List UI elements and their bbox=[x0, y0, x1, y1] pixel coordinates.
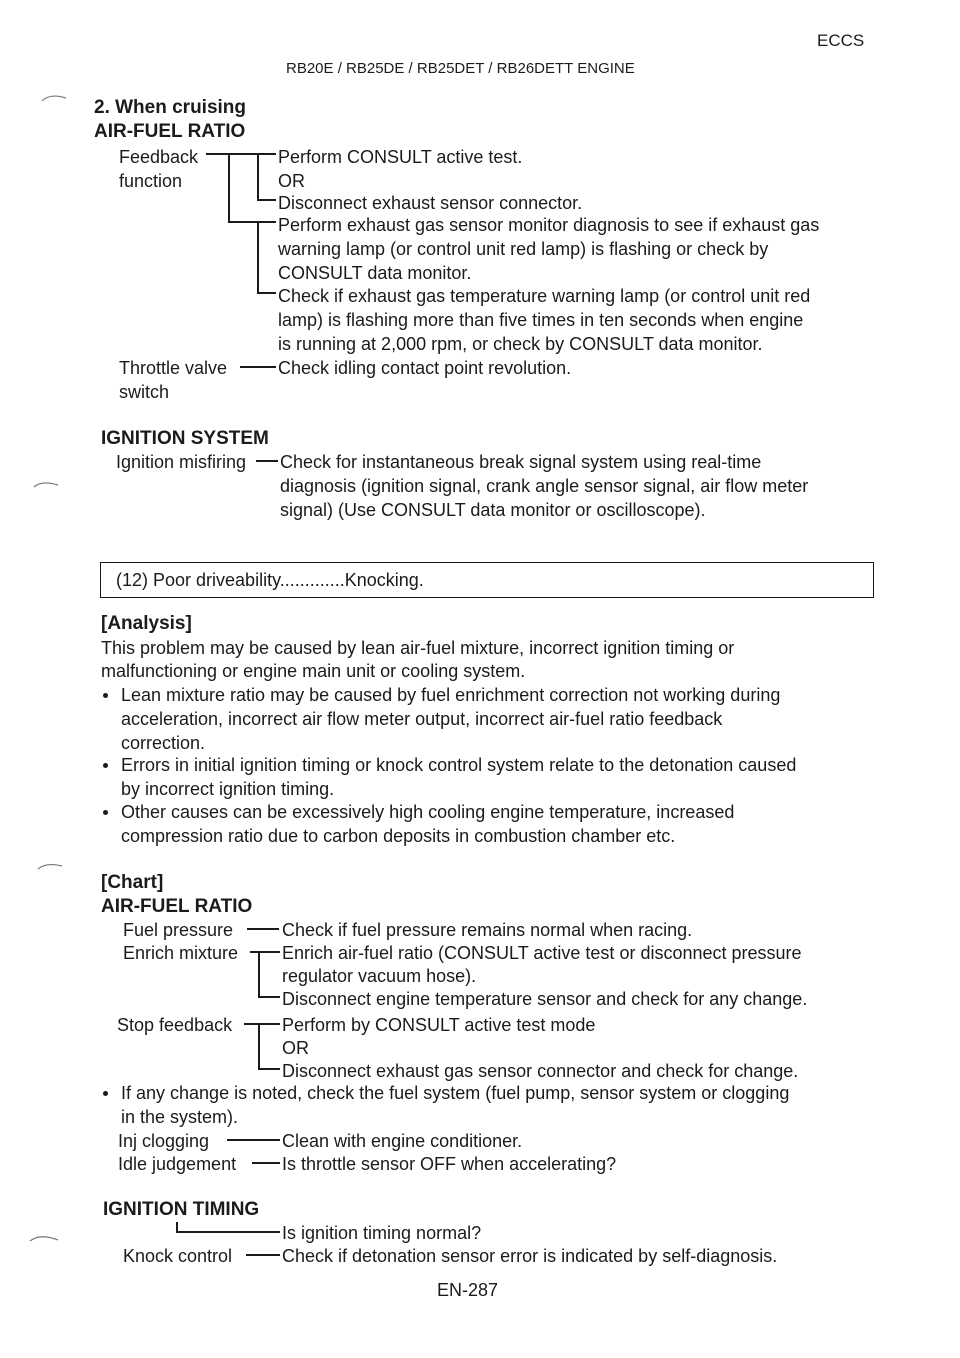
bracket-line bbox=[228, 153, 230, 222]
fuel-pressure-label: Fuel pressure bbox=[123, 920, 234, 940]
scan-mark-icon bbox=[36, 860, 66, 872]
ignition-timing-check: Is ignition timing normal? bbox=[282, 1223, 482, 1243]
analysis-bullet-text: Errors in initial ignition timing or knock control system relate to the detonation caused bbox=[121, 755, 797, 775]
bracket-line bbox=[244, 1023, 280, 1025]
change-bullet-text: in the system). bbox=[121, 1107, 239, 1127]
feedback-step: Check if exhaust gas temperature warning lamp (or control unit red bbox=[278, 286, 811, 306]
ignition-timing-title: IGNITION TIMING bbox=[103, 1199, 260, 1220]
throttle-label: Throttle valve bbox=[119, 358, 228, 378]
bracket-line bbox=[257, 292, 276, 294]
feedback-step: OR bbox=[278, 171, 305, 191]
connector-line bbox=[247, 928, 279, 930]
bracket-line bbox=[258, 951, 260, 997]
bracket-line bbox=[228, 221, 276, 223]
idle-judgement-check: Is throttle sensor OFF when accelerating? bbox=[282, 1154, 617, 1174]
bracket-line bbox=[258, 996, 280, 998]
connector-line bbox=[246, 1254, 280, 1256]
analysis-intro: This problem may be caused by lean air-fuel mixture, incorrect ignition timing or bbox=[101, 638, 735, 658]
feedback-step: Perform CONSULT active test. bbox=[278, 147, 523, 167]
bracket-line bbox=[176, 1231, 280, 1233]
bullet-icon bbox=[103, 693, 108, 698]
ignition-check-line: signal) (Use CONSULT data monitor or oscilloscope). bbox=[280, 500, 706, 520]
connector-line bbox=[227, 1139, 280, 1141]
feedback-step: lamp) is flashing more than five times in ten seconds when engine bbox=[278, 310, 804, 330]
bracket-line bbox=[257, 221, 259, 293]
analysis-bullet-text: acceleration, incorrect air flow meter output, incorrect air-fuel ratio feedback bbox=[121, 709, 723, 729]
bracket-line bbox=[258, 1068, 280, 1070]
analysis-bullet-text: Other causes can be excessively high cooling engine temperature, increased bbox=[121, 802, 735, 822]
chart-title: [Chart] bbox=[101, 872, 164, 893]
feedback-step: CONSULT data monitor. bbox=[278, 263, 472, 283]
feedback-label: function bbox=[119, 171, 183, 191]
stop-feedback-step: OR bbox=[282, 1038, 309, 1058]
stop-feedback-step: Perform by CONSULT active test mode bbox=[282, 1015, 596, 1035]
bullet-icon bbox=[103, 810, 108, 815]
ignition-check-line: diagnosis (ignition signal, crank angle sensor signal, air flow meter bbox=[280, 476, 809, 496]
analysis-intro: malfunctioning or engine main unit or cooling system. bbox=[101, 661, 526, 681]
connector-line bbox=[256, 460, 278, 462]
analysis-bullet-text: Lean mixture ratio may be caused by fuel enrichment correction not working during bbox=[121, 685, 781, 705]
feedback-step: Disconnect exhaust sensor connector. bbox=[278, 193, 583, 213]
feedback-step: Perform exhaust gas sensor monitor diagnosis to see if exhaust gas bbox=[278, 215, 820, 235]
stop-feedback-label: Stop feedback bbox=[117, 1015, 233, 1035]
engine-models-header: RB20E / RB25DE / RB25DET / RB26DETT ENGINE bbox=[286, 60, 635, 77]
knock-control-check: Check if detonation sensor error is indicated by self-diagnosis. bbox=[282, 1246, 778, 1266]
throttle-label: switch bbox=[119, 382, 170, 402]
bracket-line bbox=[257, 153, 276, 155]
ignition-misfiring-label: Ignition misfiring bbox=[116, 452, 247, 472]
bullet-icon bbox=[103, 763, 108, 768]
feedback-step: is running at 2,000 rpm, or check by CONSULT data monitor. bbox=[278, 334, 763, 354]
inj-clogging-label: Inj clogging bbox=[118, 1131, 210, 1151]
bracket-line bbox=[257, 199, 276, 201]
connector-line bbox=[240, 366, 276, 368]
inj-clogging-check: Clean with engine conditioner. bbox=[282, 1131, 523, 1151]
bracket-line bbox=[250, 951, 280, 953]
scan-mark-icon bbox=[40, 92, 70, 104]
stop-feedback-step: Disconnect exhaust gas sensor connector and check for change. bbox=[282, 1061, 799, 1081]
page-number: EN-287 bbox=[437, 1280, 499, 1300]
section-code: ECCS bbox=[817, 31, 865, 50]
section-subtitle: AIR-FUEL RATIO bbox=[94, 121, 246, 142]
bracket-line bbox=[206, 153, 258, 155]
section-title: 2. When cruising bbox=[94, 97, 247, 118]
enrich-step: regulator vacuum hose). bbox=[282, 966, 477, 986]
ignition-system-title: IGNITION SYSTEM bbox=[101, 428, 269, 449]
analysis-bullet-text: correction. bbox=[121, 733, 206, 753]
feedback-step: warning lamp (or control unit red lamp) is flashing or check by bbox=[278, 239, 769, 259]
symptom-text: (12) Poor driveability.............Knocking. bbox=[116, 570, 424, 590]
analysis-title: [Analysis] bbox=[101, 613, 192, 634]
analysis-bullet-text: compression ratio due to carbon deposits in combustion chamber etc. bbox=[121, 826, 676, 846]
feedback-label: Feedback bbox=[119, 147, 199, 167]
bracket-line bbox=[258, 1023, 260, 1069]
idle-judgement-label: Idle judgement bbox=[118, 1154, 237, 1174]
bullet-icon bbox=[103, 1091, 108, 1096]
connector-line bbox=[252, 1162, 280, 1164]
knock-control-label: Knock control bbox=[123, 1246, 233, 1266]
analysis-bullet-text: by incorrect ignition timing. bbox=[121, 779, 335, 799]
fuel-pressure-check: Check if fuel pressure remains normal when racing. bbox=[282, 920, 693, 940]
ignition-check-line: Check for instantaneous break signal system using real-time bbox=[280, 452, 762, 472]
throttle-check: Check idling contact point revolution. bbox=[278, 358, 572, 378]
scan-mark-icon bbox=[28, 1232, 62, 1244]
enrich-step: Enrich air-fuel ratio (CONSULT active test or disconnect pressure bbox=[282, 943, 802, 963]
scan-mark-icon bbox=[32, 478, 62, 490]
enrich-step: Disconnect engine temperature sensor and check for any change. bbox=[282, 989, 808, 1009]
change-bullet-text: If any change is noted, check the fuel system (fuel pump, sensor system or clogging bbox=[121, 1083, 790, 1103]
bracket-line bbox=[257, 153, 259, 200]
chart-subtitle: AIR-FUEL RATIO bbox=[101, 896, 253, 917]
enrich-mixture-label: Enrich mixture bbox=[123, 943, 239, 963]
